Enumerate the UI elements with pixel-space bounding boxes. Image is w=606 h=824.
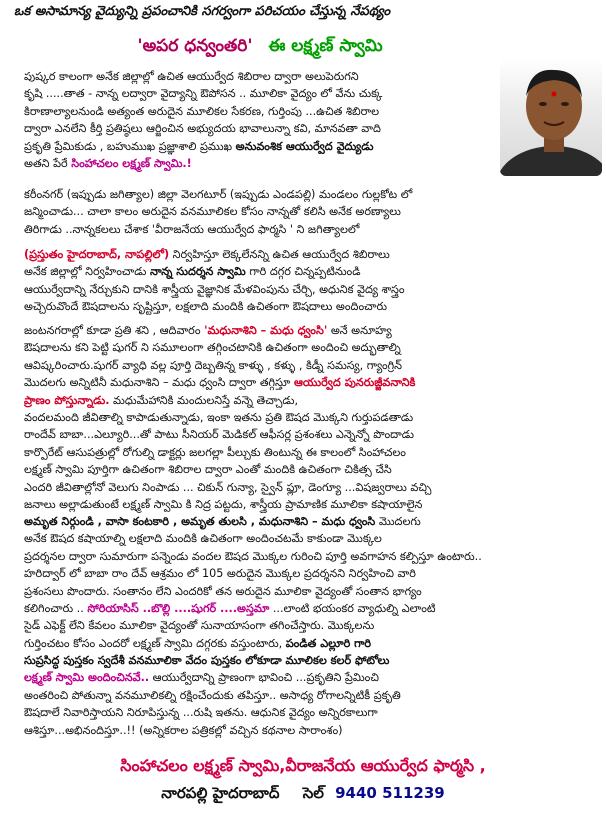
text-line: వందలమంది జీవితాల్ని కాపాడుతున్నాడు, ఇంకా ఇతను ప్రతి ఔషద మొక్కని గుర్తుపడతాడు [24,411,414,425]
text-segment: ప్రకృతి ప్రేమికుడు , బహుముఖ ప్రజ్ఞాశాలి ప్రముఖ [24,139,233,153]
text-segment: గుర్తించటం కోసం ఎందరో లక్ష్మణ్ స్వామి దగ్గరకు వస్తుంటారు, [24,636,283,650]
text-line: కిరాణాల్యాలనుండి అత్యంత అరుదైన మూలికల సేకరణ, గుర్తింపు ...ఉచిత శిబిరాల [24,104,380,118]
text-line [24,374,594,391]
text-line [24,652,594,669]
article-title [0,36,520,60]
paragraph-3 [24,246,594,316]
text-line: హరిద్వార్ లో బాబా రాం దేవ్ ఆశ్రమం లో 105 అరుదైన మొక్కల ప్రదర్శనని నిర్వహించి వారి [24,567,416,581]
highlight-book: సుప్రసిద్ధ పుస్తకం స్వదేశీ వనమూలికా వేదం పుస్తకం లోకూడా మూలికల కలర్ ఫోటోలు [24,654,390,667]
text-line: కార్పొరేట్ ఆసుపత్రుల్లో రోగుల్ని డాక్టర్లు జలగల్లా పీల్చుకు తింటున్న ఈ కాలంలో సింహాచలం [24,445,406,459]
text-line: అచ్చెరువొందే ఔషదాలను సృష్టిస్తూ, లక్షలాది మందికి ఉచితంగా ఔషదాలు అందించారు [24,300,387,314]
portrait-right-eye [561,102,569,106]
footer-name-line: సింహాచలం లక్ష్మణ్ స్వామి,వీరాజనేయ ఆయుర్వేద ఫార్మసి , [120,756,486,775]
text-line: ఆవిష్కరించారు.షుగర్ వ్యాధి వల్ల పూర్తి దెబ్బతిన్న కాళ్ళు , కళ్ళు , కిడ్నీ సమస్య, గ్యాంగ్రిన్ [24,358,402,372]
paragraph-4 [24,322,594,513]
text-line [24,513,594,530]
text-segment: మొదలగు [375,515,421,528]
portrait-tilak [552,92,557,97]
text-line: ఎందరి జీవితాల్లోనో వెలుగు నింపాడు ... చికున్ గున్యా, స్వైన్ ఫ్లూ, డెంగ్యూ ...విషజ్వరాలు వచ్చి [24,480,432,494]
portrait-left-eye [539,102,547,106]
text-line [24,155,500,172]
highlight-diseases: సోరియాసిస్ ..బొల్లి ....షుగర్ ....అస్తమా [87,602,270,616]
highlight-photos-credit: లక్ష్మణ్ స్వామి అందించినవే.. [24,671,150,685]
paragraph-6 [24,652,594,722]
text-line: ఔషదాలే నివారిస్తాయని నిరూపిస్తున్న ...రుషి ఇతను. ఆధునిక వైద్యం అన్నిరకాలుగా [24,706,378,720]
paragraph-5 [24,513,594,652]
highlight-name: సింహాచలం లక్ష్మణ్ స్వామి.! [71,157,192,171]
highlight-author: పండిత ఎల్లూరి గారి [285,636,372,650]
highlight-medicine-names: 'మధునాశిని – మధు ధ్వంసి' [204,324,328,337]
paragraph-2 [24,186,594,238]
paragraph-6-end [24,722,594,739]
highlight-father-name: నాన్న సుదర్శన స్వామి [149,265,246,279]
highlight-decoctions: అమృత నిర్గుండి , వాసా కంటకారి , అమృత తులసి , మధునాశిని – మధు ధ్వంసి [24,515,376,528]
text-line: తిరిగాడు ..నాన్నకలలు చేశాక 'వీరాజనేయ ఆయుర్వేద ఫార్మసి ' ని జగిత్యాలలో [24,222,360,236]
portrait-photo [500,58,602,176]
text-line: అనేక ఔషద కషాయాల్ని లక్షలాది మందికి ఉచితంగా అందించటమే కాకుండా మొక్కల [24,532,382,546]
text-line [24,322,594,339]
highlight-life-giving: ప్రాణం పోస్తున్నాడు. [24,393,110,407]
text-line: సైడ్ ఎఫెక్ట్ లేని కేవలం మూలికా వైద్యంతో సునాయాసంగా తగించేస్తారు. మొక్కలను [24,619,375,633]
footer-contact-line [0,784,606,806]
text-line: ప్రదర్శనల ద్వారా సుమారుగా పన్నెండు వందల ఔషద మొక్కల గురించి పూర్తి అవగాహన కల్పిస్తూ ఉంటారు.. [24,549,482,563]
text-segment: ఆయుర్వేదాన్ని ప్రాణంగా భావించి ...ప్రకృతిని ప్రేమించి [149,671,379,685]
text-segment: ఆశిస్తూ...అభినందిస్తూ..!! [24,724,136,737]
text-segment: నిర్వహిస్తూ లెక్కలేనన్ని ఉచిత ఆయుర్వేద శిబిరాలు [169,248,390,261]
text-line: పుష్కర కాలంగా అనేక జిల్లాల్లో ఉచిత ఆయుర్వేద శిబిరాల ద్వారా అలుపెరుగని [24,70,359,83]
footer-cell-label: సెల్ [302,784,324,802]
text-segment: అనే అనూహ్య [327,324,392,337]
text-segment: మొదలగు అన్నిటినీ మధునాశిని – మధు ధ్వంసి ద్వారా తగ్గిస్తూ [24,376,291,390]
title-name: ఈ లక్ష్మణ్ స్వామి [268,36,383,56]
tagline: ఒక అసామాన్య వైద్యున్ని ప్రపంచానికి సగర్వంగా పరిచయం చేస్తున్న నేపథ్యం [14,4,391,19]
text-line: కరీంనగర్ (ఇప్పుడు జగిత్యాల) జిల్లా వెలగటూర్ (ఇప్పుడు ఎండపల్లి) మండలం గుల్లకోట లో [24,188,413,201]
text-segment: కలిగించారు .. [24,602,84,616]
text-line: లక్ష్మణ్ స్వామి పూర్తిగా ఉచితంగా శిబిరాల ద్వారా ఎంతో మందికి ఉచితంగా చికిత్స చేసి [24,463,392,477]
text-line: అంతరించి పోతున్నా వనమూలికల్ని రక్షించేందుకు తపిస్తూ.. అసాధ్య రోగాలన్నిటికీ ప్రకృతి [24,688,401,702]
highlight-location: (ప్రస్తుతం హైదరాబాద్, నాపల్లిలో) [24,248,170,261]
text-line: కృషి .....తాత - నాన్న లద్వారా వైద్యాన్ని ఔపోసన .. మూలికా వైద్యం లో వేను చుక్క [24,87,383,101]
text-segment: అతని పేరే [24,157,68,171]
text-line: ఆయుర్వేదాన్ని నేర్చుకుని దానికి శాస్త్రీయ వైజ్ఞానిక మేళవింపును చేర్చి, అధునిక వైద్య శాస్త్రం [24,282,405,296]
footer-address: నారపల్లి హైదరాబాద్ [161,784,280,802]
text-line: రాందేవ్ బాబా...ఎల్యూరి...తో పాటు సీనియర్ మెడికల్ ఆఫీసర్ల ప్రశంశలు ఎన్నెన్నో పొందాడు [24,428,414,442]
text-line: ద్వారా ఎనలేని కీర్తి ప్రతిష్ఠలు ఆర్జించిన అభ్యుదయ భావాలున్నా కవి, మానవతా వాది [24,122,381,136]
text-line: జన్మించాడు... చాలా కాలం అరుదైన వనమూలికల కోసం నాన్నతో కలిసి అనేక అరణ్యాలు [24,205,401,219]
text-line [24,392,594,409]
text-line [24,246,594,263]
text-segment: జంటనగరాల్లో కూడా ప్రతి శని , ఆదివారం [24,324,201,337]
paragraph-1 [24,68,500,172]
text-segment: ...లాంటి భయంకర వ్యాధుల్ని ఎలాంటి [272,602,436,616]
portrait-figure [500,58,602,176]
text-line: ప్రశంసలు పొందారు. సంతానం లేని ఎందరికో తన అరుదైన మూలికా వైద్యంతో సంతాన భాగ్యం [24,584,422,598]
text-line [24,138,500,155]
text-line [24,600,594,617]
text-line [24,722,594,739]
text-line [24,263,594,280]
text-segment: మధుమేహానికి మందులనిస్తే వన్నె తెచ్చాడు, [109,393,299,407]
highlight-revival: ఆయుర్వేద పునరుజ్జీవనానికి [293,376,416,390]
highlight-hereditary-doctor: అనువంశిక ఆయుర్వేద వైద్యుడు [235,139,374,153]
text-segment: గారి దగ్గర చిన్నప్పటినుండి [249,265,361,279]
footer-cell-number: 9440 511239 [335,784,445,802]
text-line: జనాలు అల్లాడుతుంటే లక్ష్మణ్ స్వామి కి నిద్ర పట్టదు, శాస్త్రీయ ప్రామాణిక మూలికా కషాయాలైన [24,498,423,512]
text-line: ఔషదాలను కని పెట్టి షుగర్ ని సమూలంగా తగ్గించటానికి ఉచితంగా అందించి అద్భుతాల్ని [24,341,401,355]
text-line [24,635,594,652]
title-epithet: 'అపర ధన్వంతరి' [137,36,253,56]
text-line [24,669,594,686]
text-segment: అనేక జిల్లాల్లో నిర్వహించాడు [24,265,147,279]
source-note: (అన్నికరాల పత్రికల్లో వచ్చిన కథనాల సారాంశం) [139,724,343,737]
